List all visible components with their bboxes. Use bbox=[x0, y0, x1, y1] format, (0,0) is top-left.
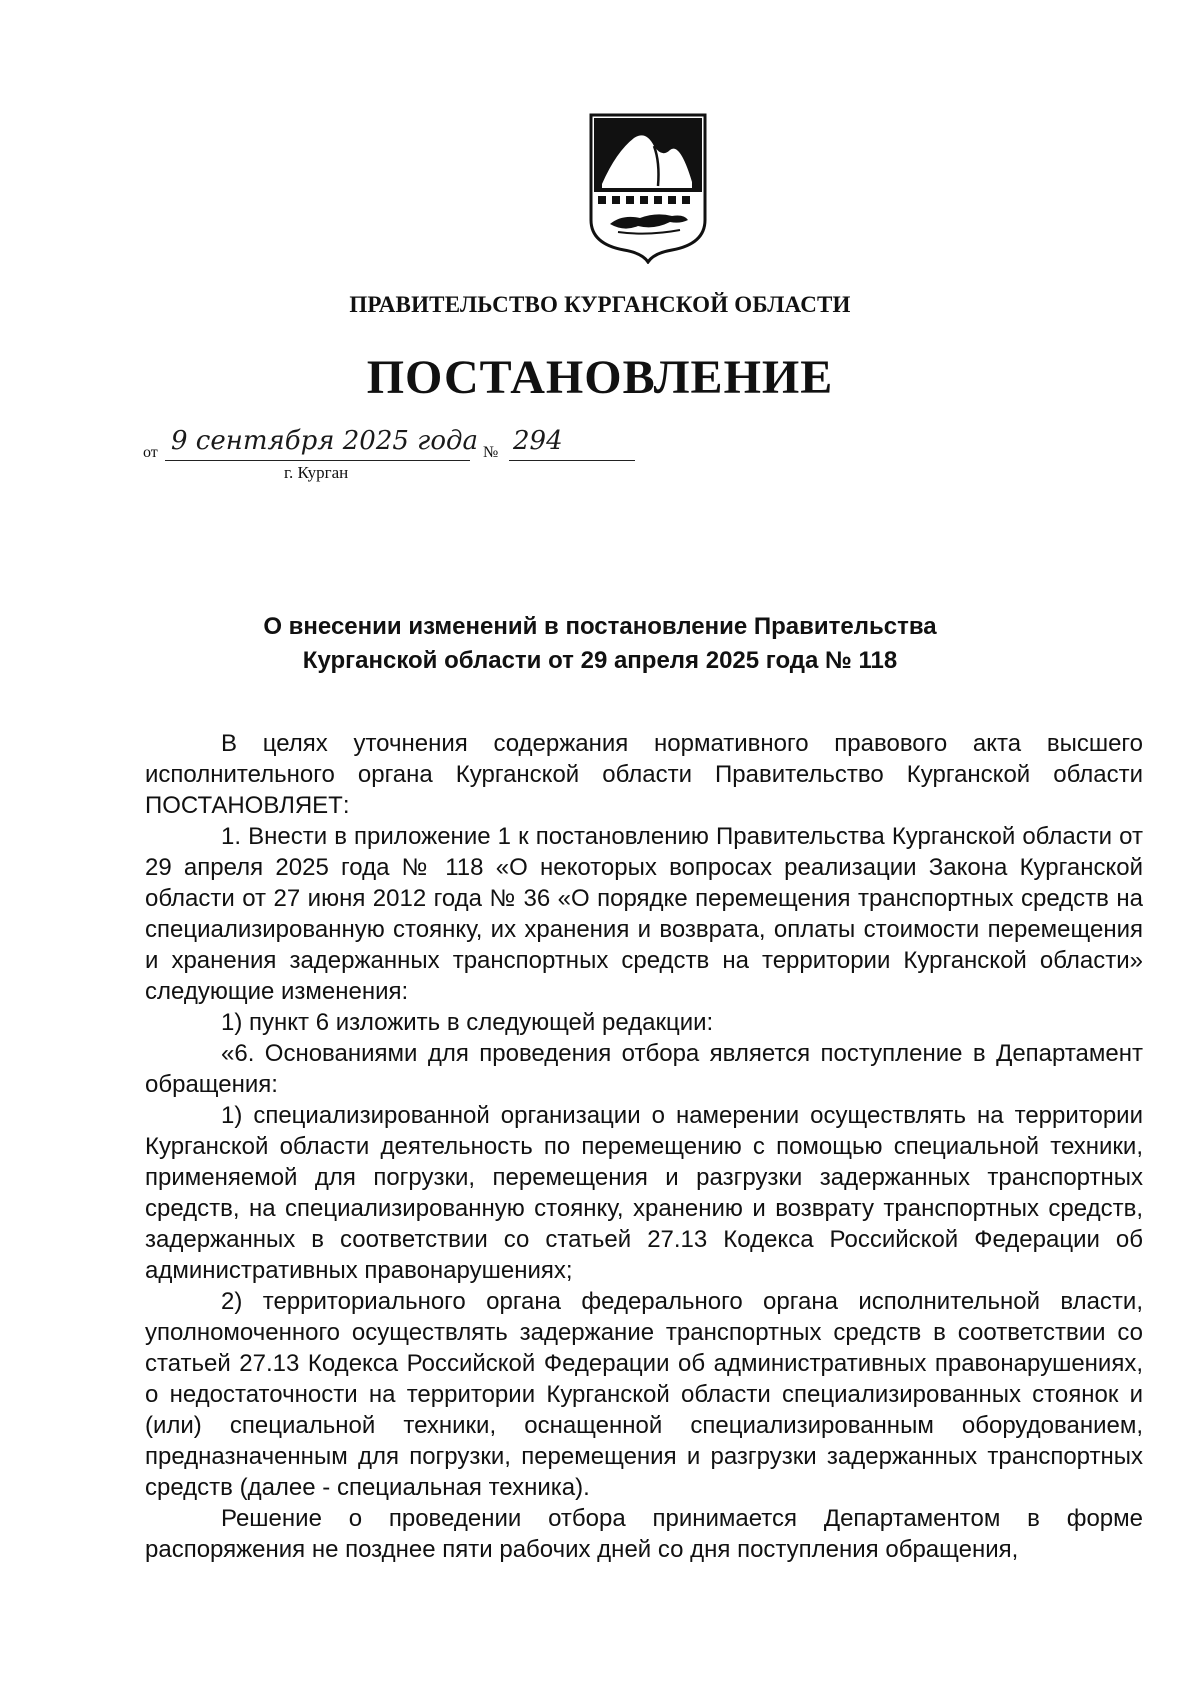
handwritten-number: 294 bbox=[513, 426, 563, 456]
document-type-title: ПОСТАНОВЛЕНИЕ bbox=[366, 351, 834, 404]
paragraph-point-6-sub-1: 1) специализированной организации о намерении осуществлять на территории Курганской области деятельность по перемещению с помощью специальной техники, применяемой для погрузки, перемещения и разгрузки задержанных транспортных средств, на специализированную стоянку, хранению и возврату транспортных средств, задержанных в соответствии со статьей 27.13 Кодекса Российской Федерации об административных правонарушениях; bbox=[145, 1102, 1143, 1284]
number-underline bbox=[509, 460, 635, 461]
subject-line-1: О внесении изменений в постановление Правительства bbox=[263, 613, 937, 640]
paragraph-subitem-1: 1) пункт 6 изложить в следующей редакции: bbox=[221, 1009, 714, 1036]
paragraph-point-6-sub-2: 2) территориального органа федерального органа исполнительной власти, уполномоченного осуществлять задержание транспортных средств в соответствии со статьей 27.13 Кодекса Российской Федерации об административных правонарушениях, о недостаточности на территории Курганской области специализированных стоянок и (или) специальной техники, оснащенной специализированным оборудованием, предназначенным для погрузки, перемещения и разгрузки задержанных транспортных средств (далее - специальная техника). bbox=[145, 1288, 1143, 1501]
number-label: № bbox=[483, 444, 499, 461]
document-body bbox=[145, 728, 1143, 1565]
issue-date-line bbox=[143, 426, 663, 482]
coat-of-arms-emblem bbox=[588, 112, 708, 264]
handwritten-date: 9 сентября 2025 года bbox=[171, 426, 478, 456]
paragraph-decision: Решение о проведении отбора принимается Департаментом в форме распоряжения не позднее пяти рабочих дней со дня поступления обращения, bbox=[145, 1505, 1143, 1563]
from-label: от bbox=[143, 444, 158, 461]
paragraph-preamble: В целях уточнения содержания нормативного правового акта высшего исполнительного органа Курганской области Правительство Курганской области ПОСТАНОВЛЯЕТ: bbox=[145, 730, 1143, 819]
government-name: ПРАВИТЕЛЬСТВО КУРГАНСКОЙ ОБЛАСТИ bbox=[349, 292, 851, 317]
paragraph-point-6: «6. Основаниями для проведения отбора является поступление в Департамент обращения: bbox=[145, 1040, 1143, 1098]
subject-line-2: Курганской области от 29 апреля 2025 года № 118 bbox=[302, 647, 898, 674]
city-label: г. Курган bbox=[284, 463, 349, 482]
date-underline bbox=[165, 460, 470, 461]
document-subject bbox=[0, 610, 1200, 678]
paragraph-item-1: 1. Внести в приложение 1 к постановлению Правительства Курганской области от 29 апреля 2025 года № 118 «О некоторых вопросах реализации Закона Курганской области от 27 июня 2012 года № 36 «О порядке перемещения транспортных средств на специализированную стоянку, их хранения и возврата, оплаты стоимости перемещения и хранения задержанных транспортных средств на территории Курганской области» следующие изменения: bbox=[145, 823, 1143, 1005]
